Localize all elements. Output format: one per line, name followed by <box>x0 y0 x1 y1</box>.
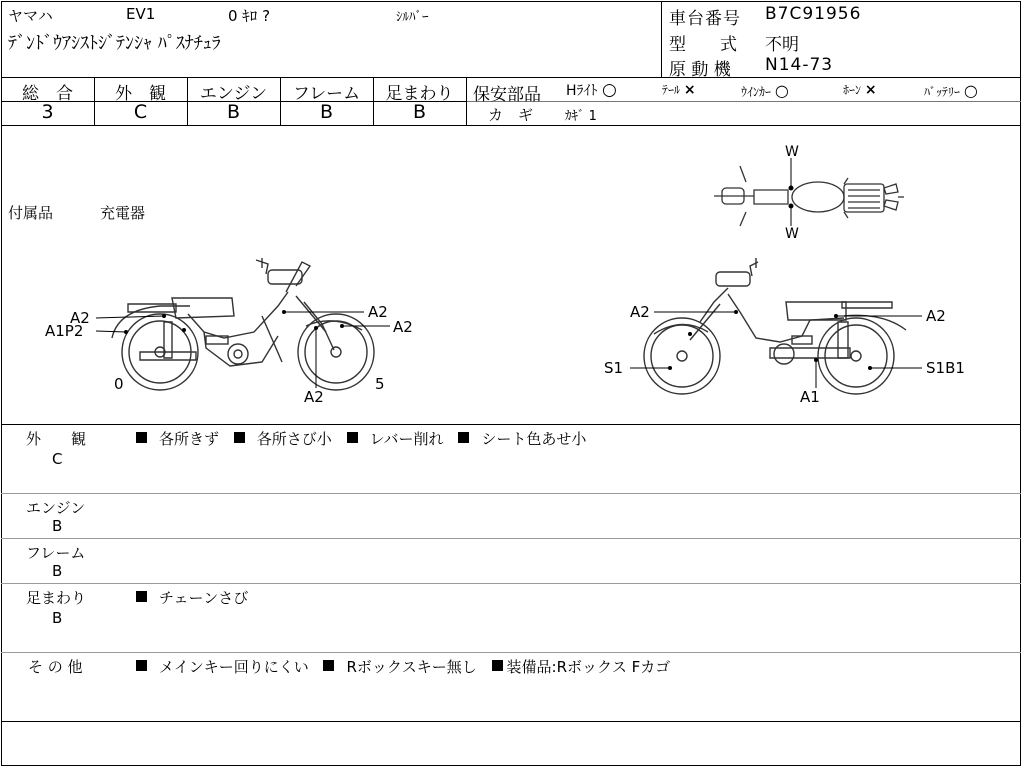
mileage: 0 ｷﾛ ? <box>228 7 271 25</box>
safety-mark: ○ <box>774 81 789 100</box>
grade-value-exterior: C <box>133 101 148 123</box>
safety-name: ﾎｰﾝ <box>843 83 862 97</box>
frame-no-label: 車台番号 <box>669 9 741 29</box>
bullet-icon <box>492 660 503 671</box>
engine-label: 原 動 機 <box>669 60 731 80</box>
bullet-icon <box>458 432 469 443</box>
remark-items-suspension: チェーンさび <box>136 587 258 608</box>
label-s1: S1 <box>604 359 624 377</box>
safety-name: ｳｲﾝｶｰ <box>741 85 772 99</box>
label-s1b1: S1B1 <box>926 359 965 377</box>
bullet-icon <box>234 432 245 443</box>
bullet-icon <box>347 432 358 443</box>
label-w-bottom: W <box>785 226 799 240</box>
safety-item-tail <box>662 81 696 98</box>
bullet-icon <box>136 660 147 671</box>
bullet-icon <box>136 591 147 602</box>
remark-category-other: そ の 他 <box>28 658 83 676</box>
bike-left-view <box>0 126 500 422</box>
safety-label: 保安部品 <box>473 85 541 105</box>
remark-category-engine: エンジン <box>26 499 86 517</box>
remark-grade-suspension: B <box>52 609 63 627</box>
engine-value: N14-73 <box>765 55 834 75</box>
key-label: カ ギ <box>488 106 534 124</box>
remark-grade-exterior: C <box>52 450 63 468</box>
accessories-value: 充電器 <box>100 204 146 222</box>
grade-label-overall: 総 合 <box>22 84 73 104</box>
grade-value-overall: 3 <box>41 101 54 123</box>
safety-item-battery <box>924 81 978 100</box>
remark-grade-frame: B <box>52 562 63 580</box>
type-value: 不明 <box>765 35 799 55</box>
remark-category-exterior: 外 観 <box>26 430 87 448</box>
bike-top-view <box>700 140 920 240</box>
remarks-bottom <box>1 721 1021 722</box>
frame-no-value: B7C91956 <box>765 4 862 24</box>
label-a2-right: A2 <box>926 307 946 325</box>
label-zero: 0 <box>114 375 124 393</box>
label-a1: A1 <box>800 388 820 406</box>
remarks-top <box>1 424 1021 425</box>
grade-value-frame: B <box>319 101 334 123</box>
safety-item-winker <box>741 81 789 100</box>
remark-items-other: メインキー回りにくい Rボックスキー無し 装備品:Rボックス Fカゴ <box>136 656 680 677</box>
maker: ヤマハ <box>8 7 53 25</box>
remark-category-frame: フレーム <box>26 544 86 562</box>
type-label: 型 式 <box>669 35 737 55</box>
safety-mark: ○ <box>963 81 978 100</box>
key-value: ｶｷﾞ 1 <box>565 109 597 124</box>
safety-row-mid <box>467 101 1021 102</box>
safety-name: Hﾗｲﾄ <box>566 83 598 99</box>
grade-value-suspension: B <box>412 101 427 123</box>
label-a1p2: A1P2 <box>45 322 84 340</box>
label-w-top: W <box>785 144 799 160</box>
safety-name: ﾃｰﾙ <box>662 83 681 97</box>
label-a2-top: A2 <box>368 303 388 321</box>
grade-label-frame: フレーム <box>292 84 361 104</box>
color: ｼﾙﾊﾞｰ <box>396 10 429 25</box>
remark-category-suspension: 足まわり <box>26 589 87 607</box>
remark-grade-engine: B <box>52 517 63 535</box>
safety-name: ﾊﾞｯﾃﾘｰ <box>924 85 961 99</box>
grade-value-engine: B <box>226 101 241 123</box>
safety-item-headlight <box>566 80 617 100</box>
label-a2-left: A2 <box>630 303 650 321</box>
grade-label-engine: エンジン <box>199 84 268 104</box>
safety-mark: ○ <box>601 80 617 100</box>
accessories-label: 付属品 <box>8 204 54 222</box>
bullet-icon <box>323 660 334 671</box>
safety-mark: × <box>683 82 696 98</box>
grade-label-exterior: 外 観 <box>115 84 166 104</box>
label-a2-rear: A2 <box>70 309 90 327</box>
label-a2-front: A2 <box>393 318 413 336</box>
grade-label-suspension: 足まわり <box>385 84 454 104</box>
safety-item-horn <box>843 81 877 98</box>
bullet-icon <box>136 432 147 443</box>
label-a2-bottom: A2 <box>304 388 324 406</box>
label-five: 5 <box>375 375 385 393</box>
remark-items-exterior: 各所きず 各所さび小 レバー削れ シート色あせ小 <box>136 428 596 449</box>
grade-row-top <box>1 77 1021 78</box>
safety-mark: × <box>864 82 877 98</box>
header-divider <box>661 1 662 77</box>
model-code: EV1 <box>126 5 156 23</box>
vehicle-name: ﾃﾞﾝﾄﾞｳｱｼｽﾄｼﾞﾃﾝｼｬ ﾊﾟｽﾅﾁｭﾗ <box>8 33 221 54</box>
